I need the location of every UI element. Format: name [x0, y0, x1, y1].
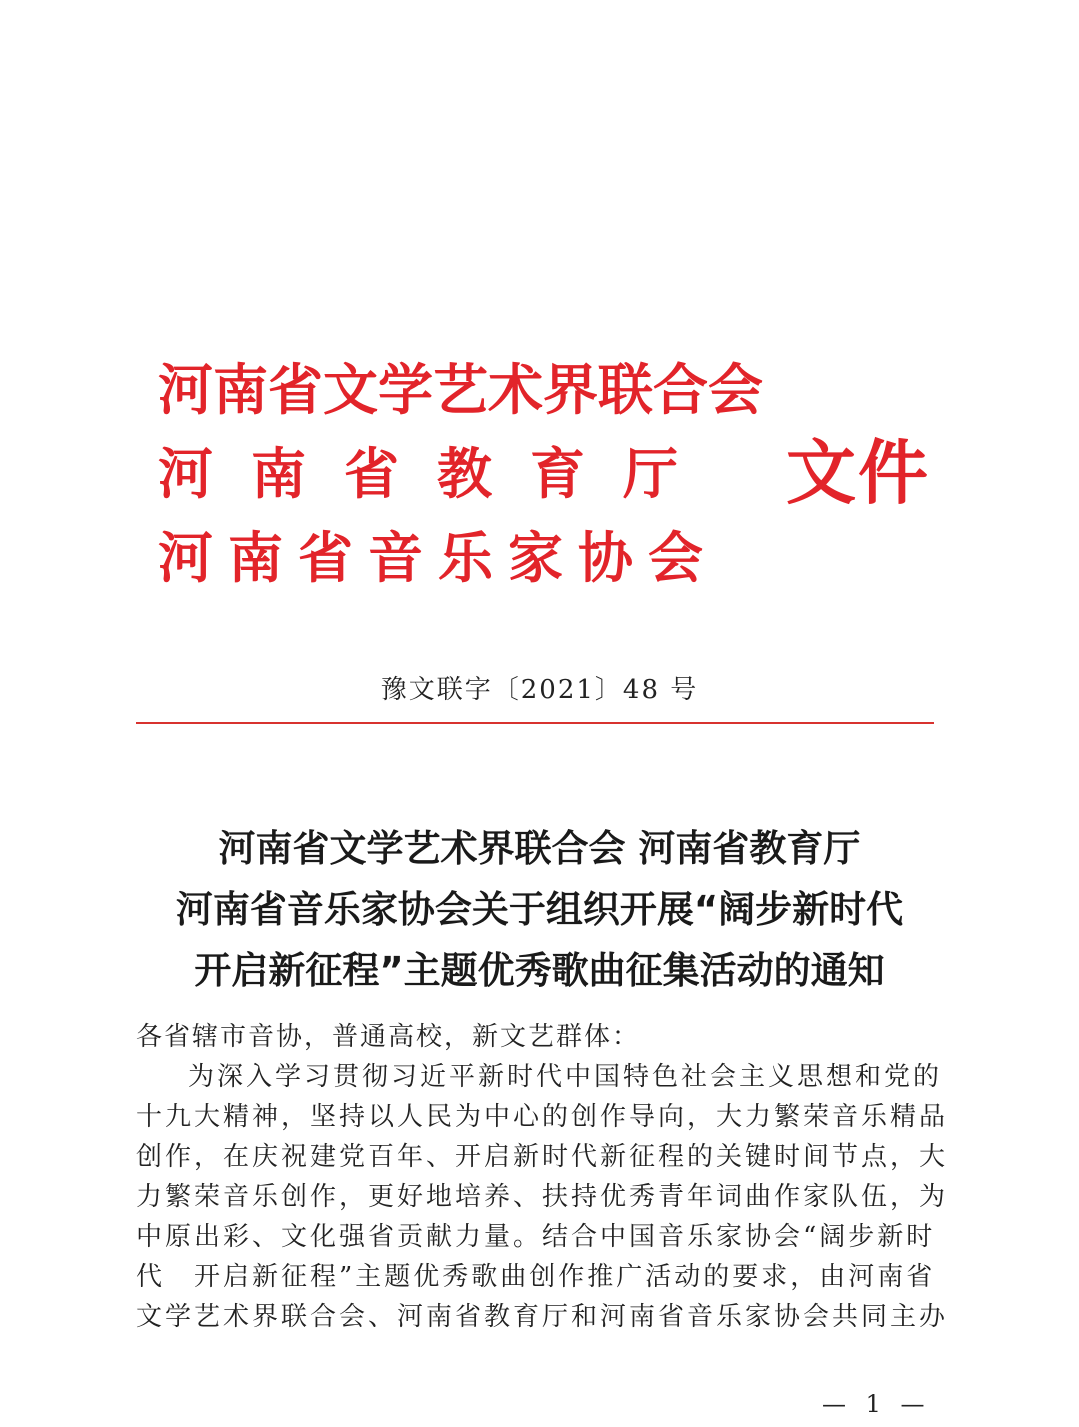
salutation: 各省辖市音协，普通高校，新文艺群体： — [136, 1022, 641, 1052]
page-number: — 1 — — [822, 1390, 931, 1418]
body-line-7: 文学艺术界联合会、河南省教育厅和河南省音乐家协会共同主办 — [136, 1302, 949, 1332]
body-line-2: 十九大精神，坚持以人民为中心的创作导向，大力繁荣音乐精品 — [136, 1102, 949, 1132]
body-line-1: 为深入学习贯彻习近平新时代中国特色社会主义思想和党的 — [188, 1062, 943, 1092]
issuer-name-3: 河南省音乐家协会 — [158, 526, 719, 590]
document-type-label: 文件 — [786, 432, 930, 514]
issuer-header — [158, 358, 938, 598]
title-line-2: 河南省音乐家协会关于组织开展“阔步新时代 — [175, 888, 904, 931]
issuer-name-1: 河南省文学艺术界联合会 — [158, 358, 764, 422]
title-line-1: 河南省文学艺术界联合会 河南省教育厅 — [218, 827, 861, 870]
title-line-3: 开启新征程”主题优秀歌曲征集活动的通知 — [194, 949, 885, 992]
document-number: 豫文联字〔2021〕48 号 — [380, 675, 699, 705]
red-divider-line — [136, 722, 934, 724]
document-title — [0, 818, 1079, 1001]
body-line-3: 创作，在庆祝建党百年、开启新时代新征程的关键时间节点，大 — [136, 1142, 949, 1172]
body-line-4: 力繁荣音乐创作，更好地培养、扶持优秀青年词曲作家队伍，为 — [136, 1182, 949, 1212]
body-line-6: 代 开启新征程”主题优秀歌曲创作推广活动的要求，由河南省 — [136, 1262, 936, 1292]
body-line-5: 中原出彩、文化强省贡献力量。结合中国音乐家协会“阔步新时 — [136, 1222, 936, 1252]
issuer-name-2: 河南省教育厅 — [158, 442, 717, 506]
document-body — [136, 1017, 949, 1337]
